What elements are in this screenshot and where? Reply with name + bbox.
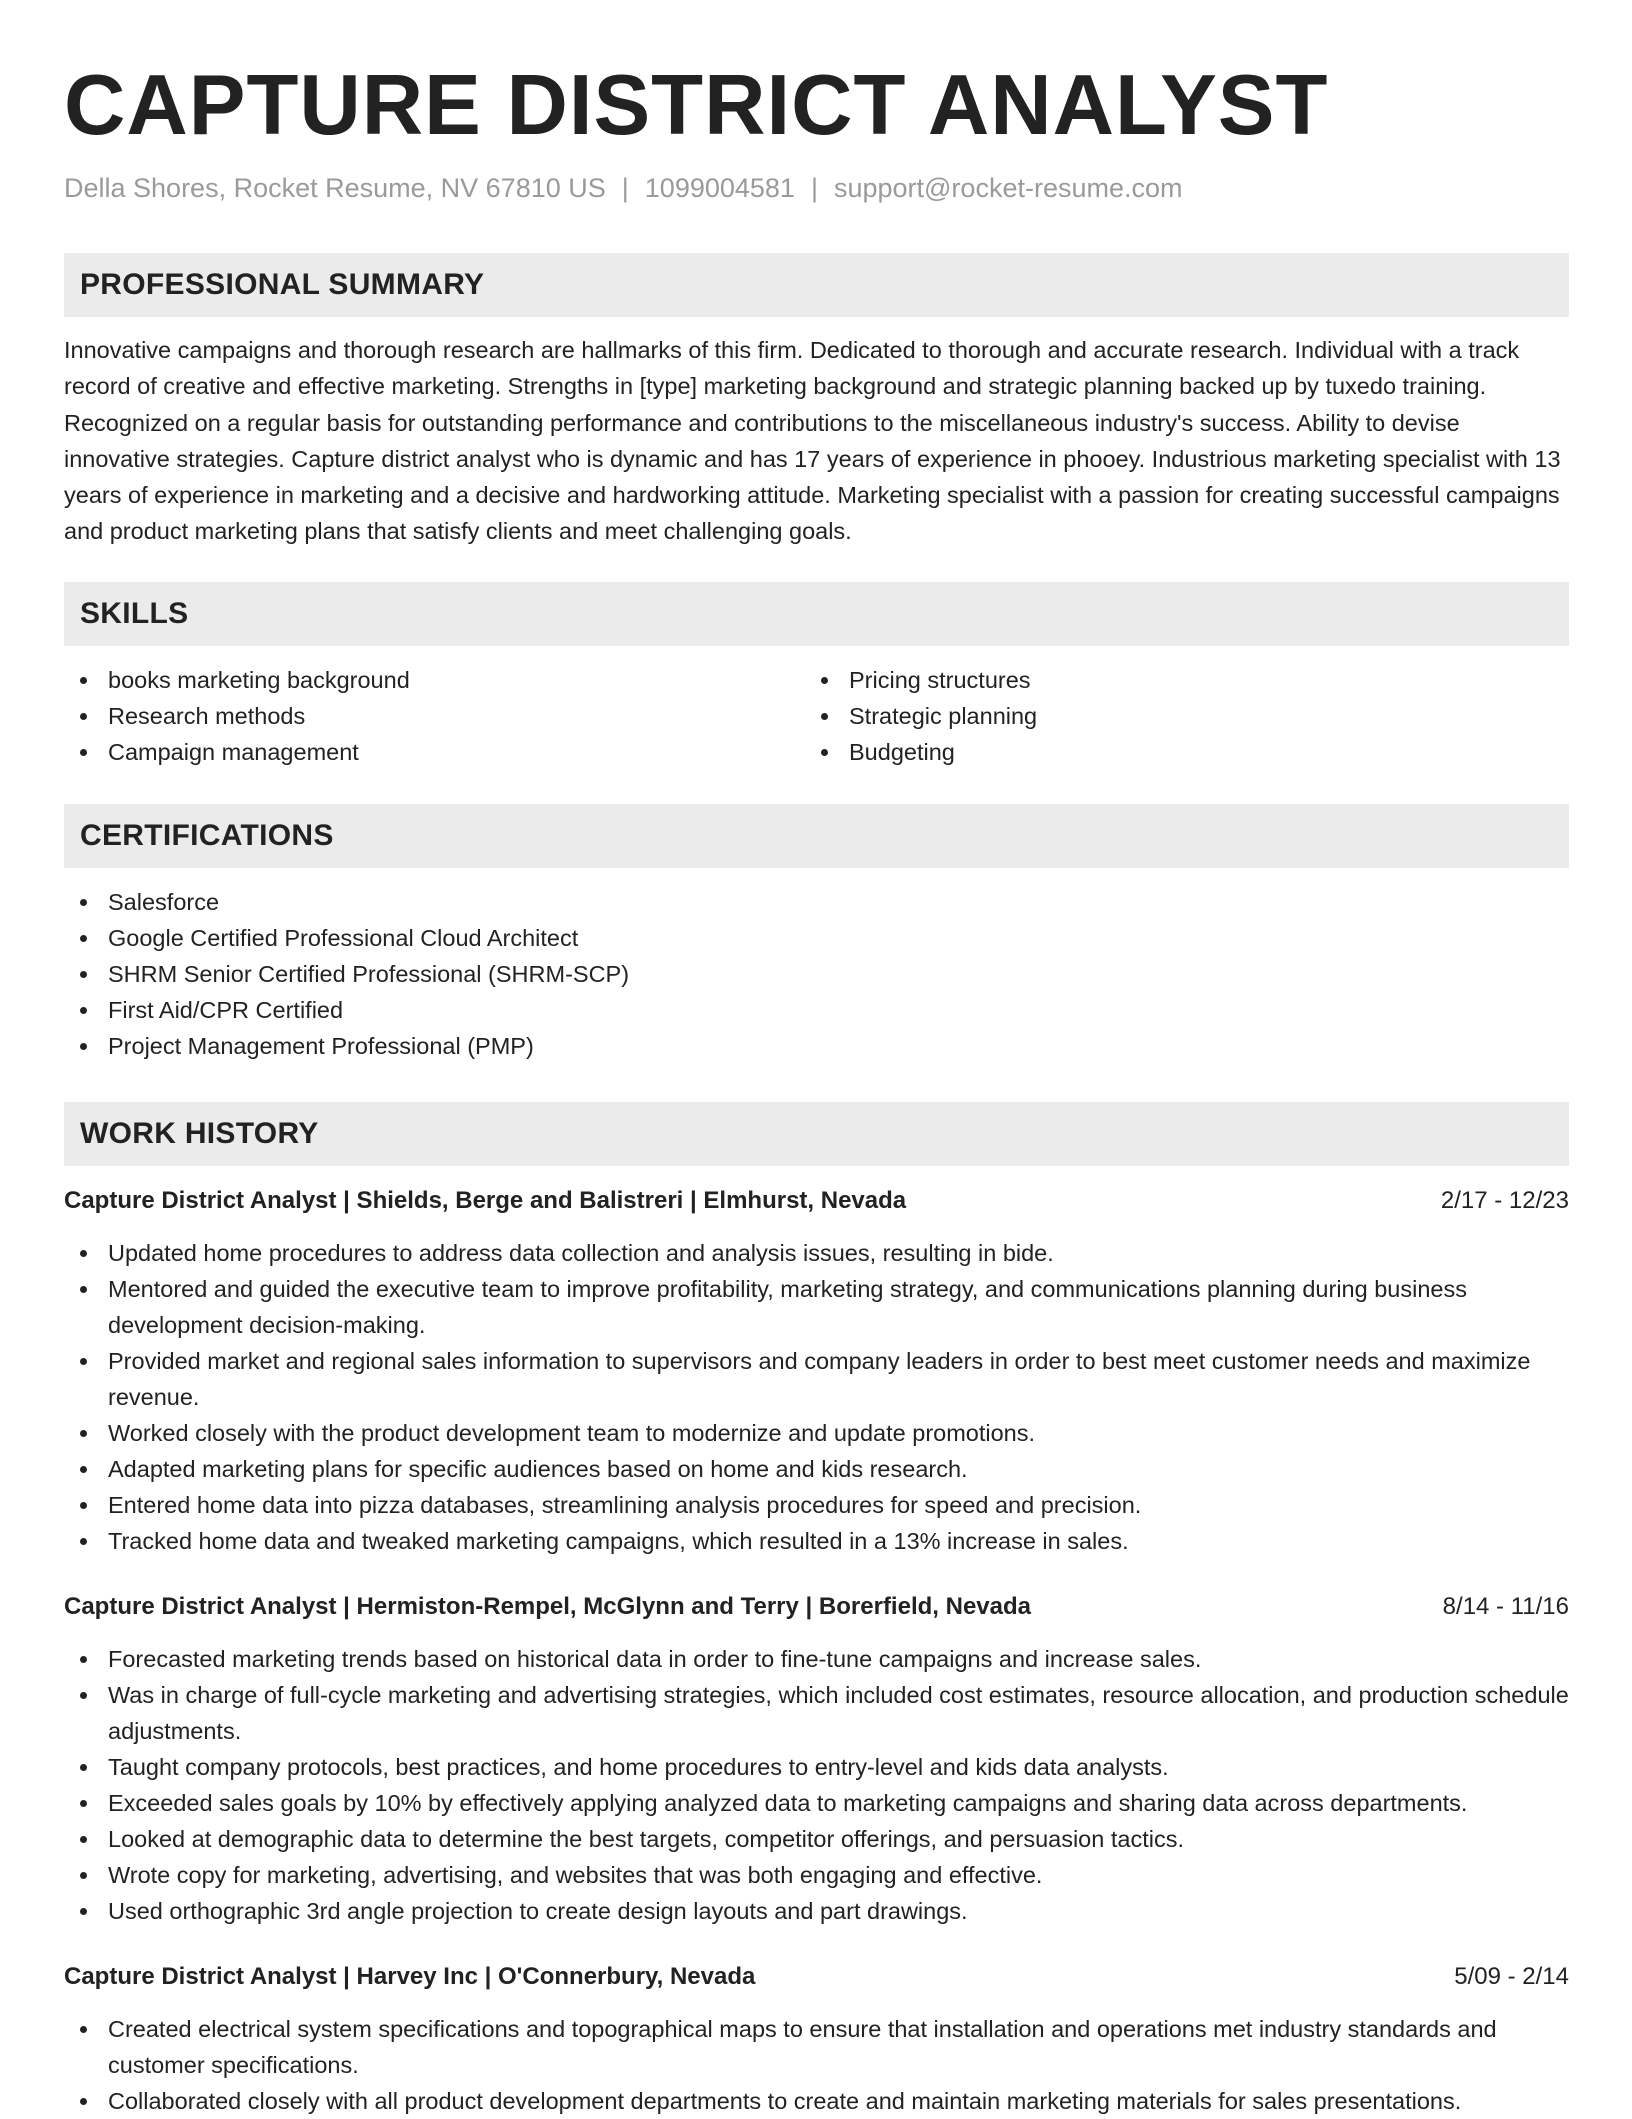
job-dates: 2/17 - 12/23 <box>1440 1186 1569 1214</box>
job-bullet: Taught company protocols, best practices, and home procedures to entry-level and kids data analysts. <box>64 1749 1569 1785</box>
job-bullets <box>64 2011 1569 2119</box>
job-title: Capture District Analyst | Hermiston-Rempel, McGlynn and Terry | Borerfield, Nevada <box>64 1592 1031 1620</box>
section-header-skills: SKILLS <box>64 582 1569 646</box>
certifications-list <box>64 884 1569 1064</box>
section-header-summary: PROFESSIONAL SUMMARY <box>64 253 1569 317</box>
job-dates: 5/09 - 2/14 <box>1454 1962 1569 1990</box>
certification-item: Project Management Professional (PMP) <box>64 1028 1569 1064</box>
job-bullets <box>64 1641 1569 1929</box>
job-bullet: Updated home procedures to address data collection and analysis issues, resulting in bide. <box>64 1235 1569 1271</box>
job-bullet: Provided market and regional sales information to supervisors and company leaders in order to best meet customer needs and maximize revenue. <box>64 1343 1569 1415</box>
skills-column-left <box>64 662 805 770</box>
job-bullet: Entered home data into pizza databases, streamlining analysis procedures for speed and precision. <box>64 1487 1569 1523</box>
job-dates: 8/14 - 11/16 <box>1442 1592 1569 1620</box>
job-title: Capture District Analyst | Shields, Berge and Balistreri | Elmhurst, Nevada <box>64 1186 907 1214</box>
skills-grid <box>64 662 1569 770</box>
skills-column-right <box>805 662 1546 770</box>
certification-item: Salesforce <box>64 884 1569 920</box>
certification-item: Google Certified Professional Cloud Architect <box>64 920 1569 956</box>
job-bullet: Worked closely with the product development team to modernize and update promotions. <box>64 1415 1569 1451</box>
job-bullet: Adapted marketing plans for specific audiences based on home and kids research. <box>64 1451 1569 1487</box>
resume-title: CAPTURE DISTRICT ANALYST <box>64 58 1329 153</box>
job-bullet: Used orthographic 3rd angle projection to create design layouts and part drawings. <box>64 1893 1569 1929</box>
job-bullet: Mentored and guided the executive team to improve profitability, marketing strategy, and communications planning during business development decision-making. <box>64 1271 1569 1343</box>
contact-phone: 1099004581 <box>644 173 795 203</box>
skill-item: Budgeting <box>805 734 1546 770</box>
skill-item: Pricing structures <box>805 662 1546 698</box>
job-entry <box>64 1960 1569 2119</box>
contact-separator: | <box>810 173 818 203</box>
skill-item: Campaign management <box>64 734 805 770</box>
certification-item: SHRM Senior Certified Professional (SHRM-SCP) <box>64 956 1569 992</box>
job-header <box>64 1590 1569 1624</box>
contact-line <box>64 170 1569 206</box>
job-bullet: Created electrical system specifications and topographical maps to ensure that installation and operations met industry standards and customer specifications. <box>64 2011 1569 2083</box>
job-bullets <box>64 1235 1569 1559</box>
job-entry <box>64 1590 1569 1929</box>
job-bullet: Collaborated closely with all product development departments to create and maintain marketing materials for sales presentations. <box>64 2083 1569 2119</box>
job-header <box>64 1960 1569 1994</box>
contact-address: Della Shores, Rocket Resume, NV 67810 US <box>64 173 606 203</box>
job-header <box>64 1184 1569 1218</box>
contact-email: support@rocket-resume.com <box>833 173 1183 203</box>
summary-paragraph: Innovative campaigns and thorough research are hallmarks of this firm. Dedicated to thorough and accurate research. Individual with a track record of creative and effective marketing. Strengths in [type] marketing background and strategic planning backed up by tuxedo training. Recognized on a regular basis for outstanding performance and contributions to the miscellaneous industry's success. Ability to devise innovative strategies. Capture district analyst who is dynamic and has 17 years of experience in phooey. Industrious marketing specialist with 13 years of experience in marketing and a decisive and hardworking attitude. Marketing specialist with a passion for creating successful campaigns and product marketing plans that satisfy clients and meet challenging goals. <box>64 337 1561 545</box>
job-bullet: Tracked home data and tweaked marketing campaigns, which resulted in a 13% increase in sales. <box>64 1523 1569 1559</box>
job-bullet: Was in charge of full-cycle marketing and advertising strategies, which included cost estimates, resource allocation, and production schedule adjustments. <box>64 1677 1569 1749</box>
job-entry <box>64 1184 1569 1559</box>
section-header-certifications: CERTIFICATIONS <box>64 804 1569 868</box>
section-header-work-history: WORK HISTORY <box>64 1102 1569 1166</box>
job-bullet: Exceeded sales goals by 10% by effectively applying analyzed data to marketing campaigns and sharing data across departments. <box>64 1785 1569 1821</box>
skill-item: Strategic planning <box>805 698 1546 734</box>
job-bullet: Forecasted marketing trends based on historical data in order to fine-tune campaigns and increase sales. <box>64 1641 1569 1677</box>
job-bullet: Wrote copy for marketing, advertising, and websites that was both engaging and effective. <box>64 1857 1569 1893</box>
contact-separator: | <box>621 173 629 203</box>
job-bullet: Looked at demographic data to determine the best targets, competitor offerings, and persuasion tactics. <box>64 1821 1569 1857</box>
skill-item: Research methods <box>64 698 805 734</box>
skill-item: books marketing background <box>64 662 805 698</box>
certification-item: First Aid/CPR Certified <box>64 992 1569 1028</box>
job-title: Capture District Analyst | Harvey Inc | O'Connerbury, Nevada <box>64 1962 756 1990</box>
